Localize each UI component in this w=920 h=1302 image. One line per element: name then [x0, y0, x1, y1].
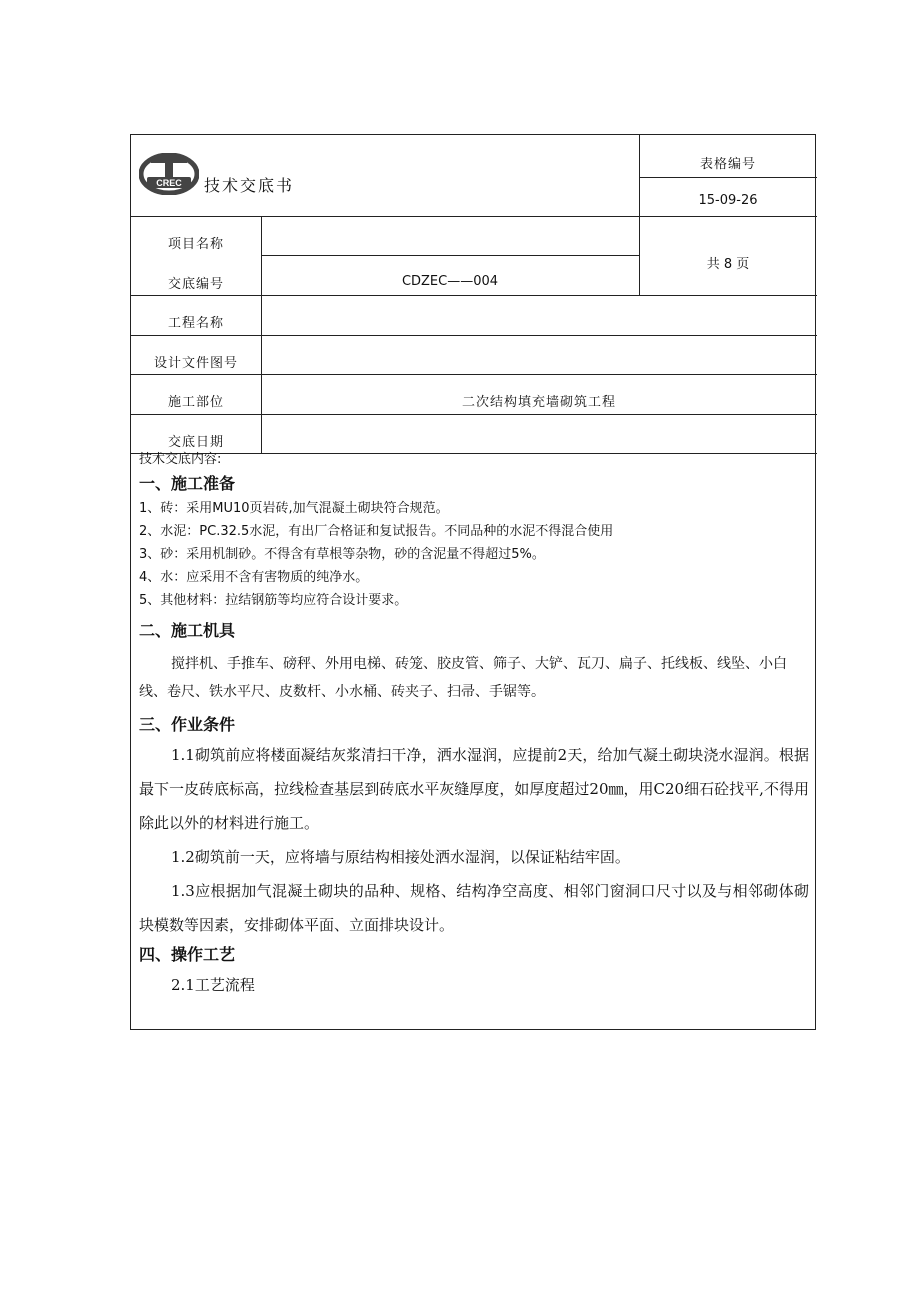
section-heading-operation-process: 四、操作工艺 — [139, 945, 236, 964]
tech-disclosure-form — [130, 134, 816, 1030]
crec-logo — [139, 153, 199, 195]
section-heading-work-conditions: 三、作业条件 — [139, 715, 236, 734]
list-item: 5、其他材料：拉结钢筋等均应符合设计要求。 — [139, 593, 408, 608]
row-label-design-drawing-no: 设计文件图号 — [153, 356, 238, 371]
row-label-disclosure-no: 交底编号 — [167, 277, 224, 292]
section-heading-preparation: 一、施工准备 — [139, 474, 236, 493]
crec-logo-icon — [139, 153, 199, 195]
divider — [131, 295, 817, 296]
equipment-paragraph: 搅拌机、手推车、磅秤、外用电梯、砖笼、胶皮管、筛子、大铲、瓦刀、扁子、托线板、线坠、小白线、卷尺、铁水平尺、皮数杆、小水桶、砖夹子、扫帚、手锯等。 — [139, 656, 787, 700]
row-value-construction-part: 二次结构填充墙砌筑工程 — [461, 395, 616, 410]
form-number-value: 15-09-26 — [698, 193, 758, 208]
process-paragraph-1: 2.1工艺流程 — [171, 976, 255, 994]
list-item: 4、水：应采用不含有害物质的纯净水。 — [139, 570, 369, 585]
divider — [639, 177, 817, 178]
form-title: 技术交底书 — [204, 176, 295, 195]
row-value-disclosure-no: CDZEC——004 — [401, 274, 499, 289]
content-intro: 技术交底内容: — [139, 452, 222, 467]
conditions-paragraph-1: 1.1砌筑前应将楼面凝结灰浆清扫干净，洒水湿润，应提前2天，给加气凝土砌块浇水湿润。根据最下一皮砖底标高，拉线检查基层到砖底水平灰缝厚度，如厚度超过20㎜，用C20细石砼找平,不得用除此以外的材料进行施工。 — [139, 746, 809, 832]
list-item: 2、水泥：PC.32.5水泥，有出厂合格证和复试报告。不同品种的水泥不得混合使用 — [139, 524, 614, 539]
divider — [261, 255, 639, 256]
divider — [131, 216, 817, 217]
conditions-paragraph-3: 1.3应根据加气混凝土砌块的品种、规格、结构净空高度、相邻门窗洞口尺寸以及与相邻砌体砌块模数等因素，安排砌体平面、立面排块设计。 — [139, 882, 809, 934]
list-item: 3、砂：采用机制砂。不得含有草根等杂物，砂的含泥量不得超过5%。 — [139, 547, 545, 562]
page-count: 共 8 页 — [706, 257, 750, 272]
row-label-construction-part: 施工部位 — [167, 395, 224, 410]
list-item: 1、砖：采用MU10页岩砖,加气混凝土砌块符合规范。 — [139, 501, 449, 516]
divider — [131, 374, 817, 375]
section-heading-equipment: 二、施工机具 — [139, 621, 236, 640]
divider — [131, 414, 817, 415]
form-number-label: 表格编号 — [699, 157, 756, 172]
divider — [131, 335, 817, 336]
logo-text: CREC — [156, 178, 182, 188]
row-label-project-name: 项目名称 — [167, 237, 224, 252]
row-label-disclosure-date: 交底日期 — [167, 435, 224, 450]
disclosure-content — [139, 449, 809, 1002]
conditions-paragraph-2: 1.2砌筑前一天，应将墙与原结构相接处洒水湿润，以保证粘结牢固。 — [171, 848, 630, 866]
row-label-engineering-name: 工程名称 — [167, 316, 224, 331]
